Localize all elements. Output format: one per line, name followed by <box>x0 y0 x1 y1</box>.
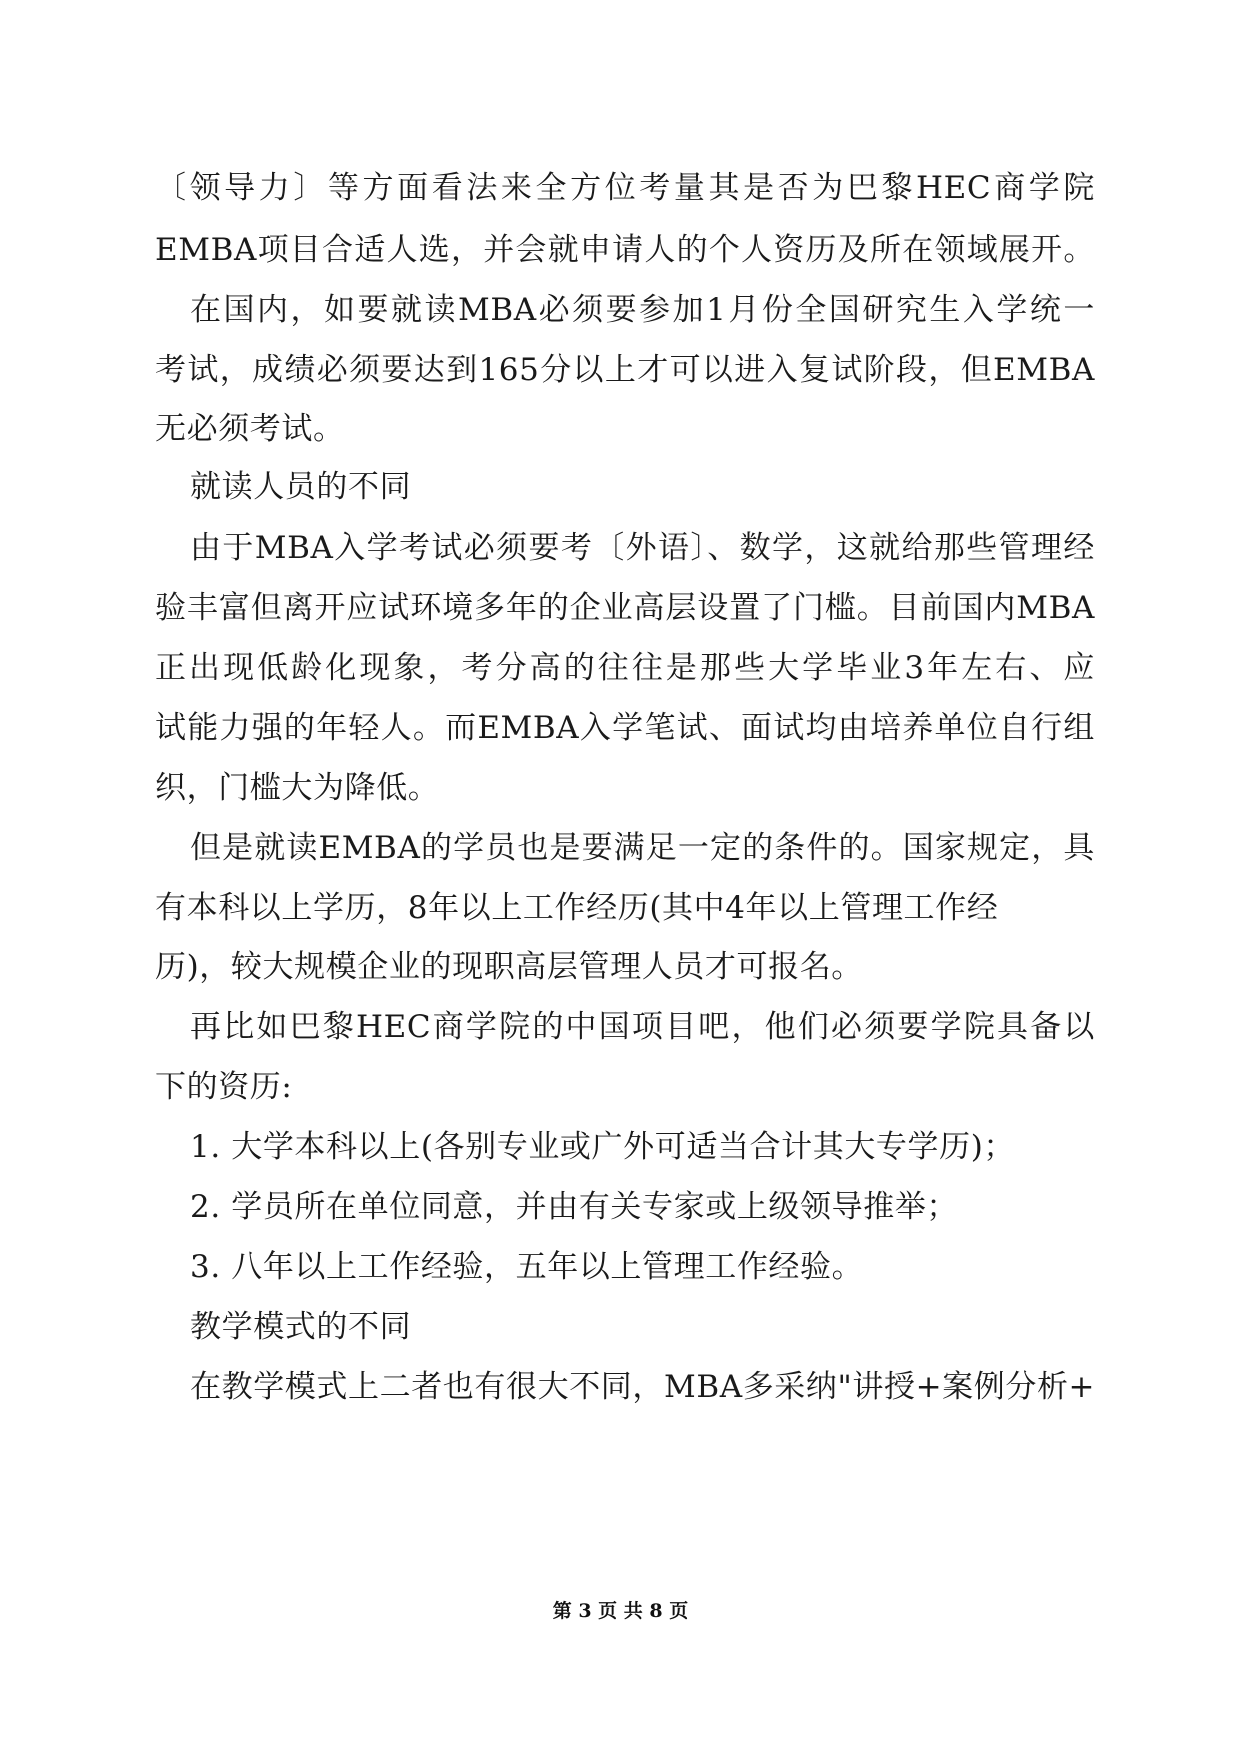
text-line: 试能力强的年轻人。而EMBA入学笔试、面试均由培养单位自行组 <box>155 710 1095 746</box>
text-line: 由于MBA入学考试必须要考〔外语〕、数学，这就给那些管理经 <box>190 530 1095 566</box>
list-item: 3. 八年以上工作经验，五年以上管理工作经验。 <box>190 1249 864 1285</box>
text-line: 无必须考试。 <box>155 411 345 447</box>
text-line: 下的资历: <box>155 1069 293 1105</box>
text-line: 织，门槛大为降低。 <box>155 770 440 806</box>
text-line: 考试，成绩必须要达到165分以上才可以进入复试阶段，但EMBA <box>155 352 1095 388</box>
list-item: 2. 学员所在单位同意，并由有关专家或上级领导推举； <box>190 1189 959 1225</box>
section-heading: 就读人员的不同 <box>190 469 412 505</box>
text-line: EMBA项目合适人选，并会就申请人的个人资历及所在领域展开。 <box>155 232 1095 268</box>
text-line: 验丰富但离开应试环境多年的企业高层设置了门槛。目前国内MBA <box>155 590 1095 626</box>
page-number-footer: 第 3 页 共 8 页 <box>552 1600 689 1622</box>
text-line: 在国内，如要就读MBA必须要参加1月份全国研究生入学统一 <box>190 292 1095 328</box>
text-line: 再比如巴黎HEC商学院的中国项目吧，他们必须要学院具备以 <box>190 1009 1095 1045</box>
text-line: 历)，较大规模企业的现职高层管理人员才可报名。 <box>155 949 863 985</box>
text-line: 〔领导力〕等方面看法来全方位考量其是否为巴黎HEC商学院 <box>155 170 1095 206</box>
text-line: 但是就读EMBA的学员也是要满足一定的条件的。国家规定，具 <box>190 830 1095 866</box>
section-heading: 教学模式的不同 <box>190 1309 412 1345</box>
list-item: 1. 大学本科以上(各别专业或广外可适当合计其大专学历)； <box>190 1129 1016 1165</box>
text-line: 正出现低龄化现象，考分高的往往是那些大学毕业3年左右、应 <box>155 650 1095 686</box>
text-line: 有本科以上学历，8年以上工作经历(其中4年以上管理工作经 <box>155 890 999 926</box>
text-line: 在教学模式上二者也有很大不同，MBA多采纳"讲授+案例分析+ <box>190 1369 1096 1405</box>
